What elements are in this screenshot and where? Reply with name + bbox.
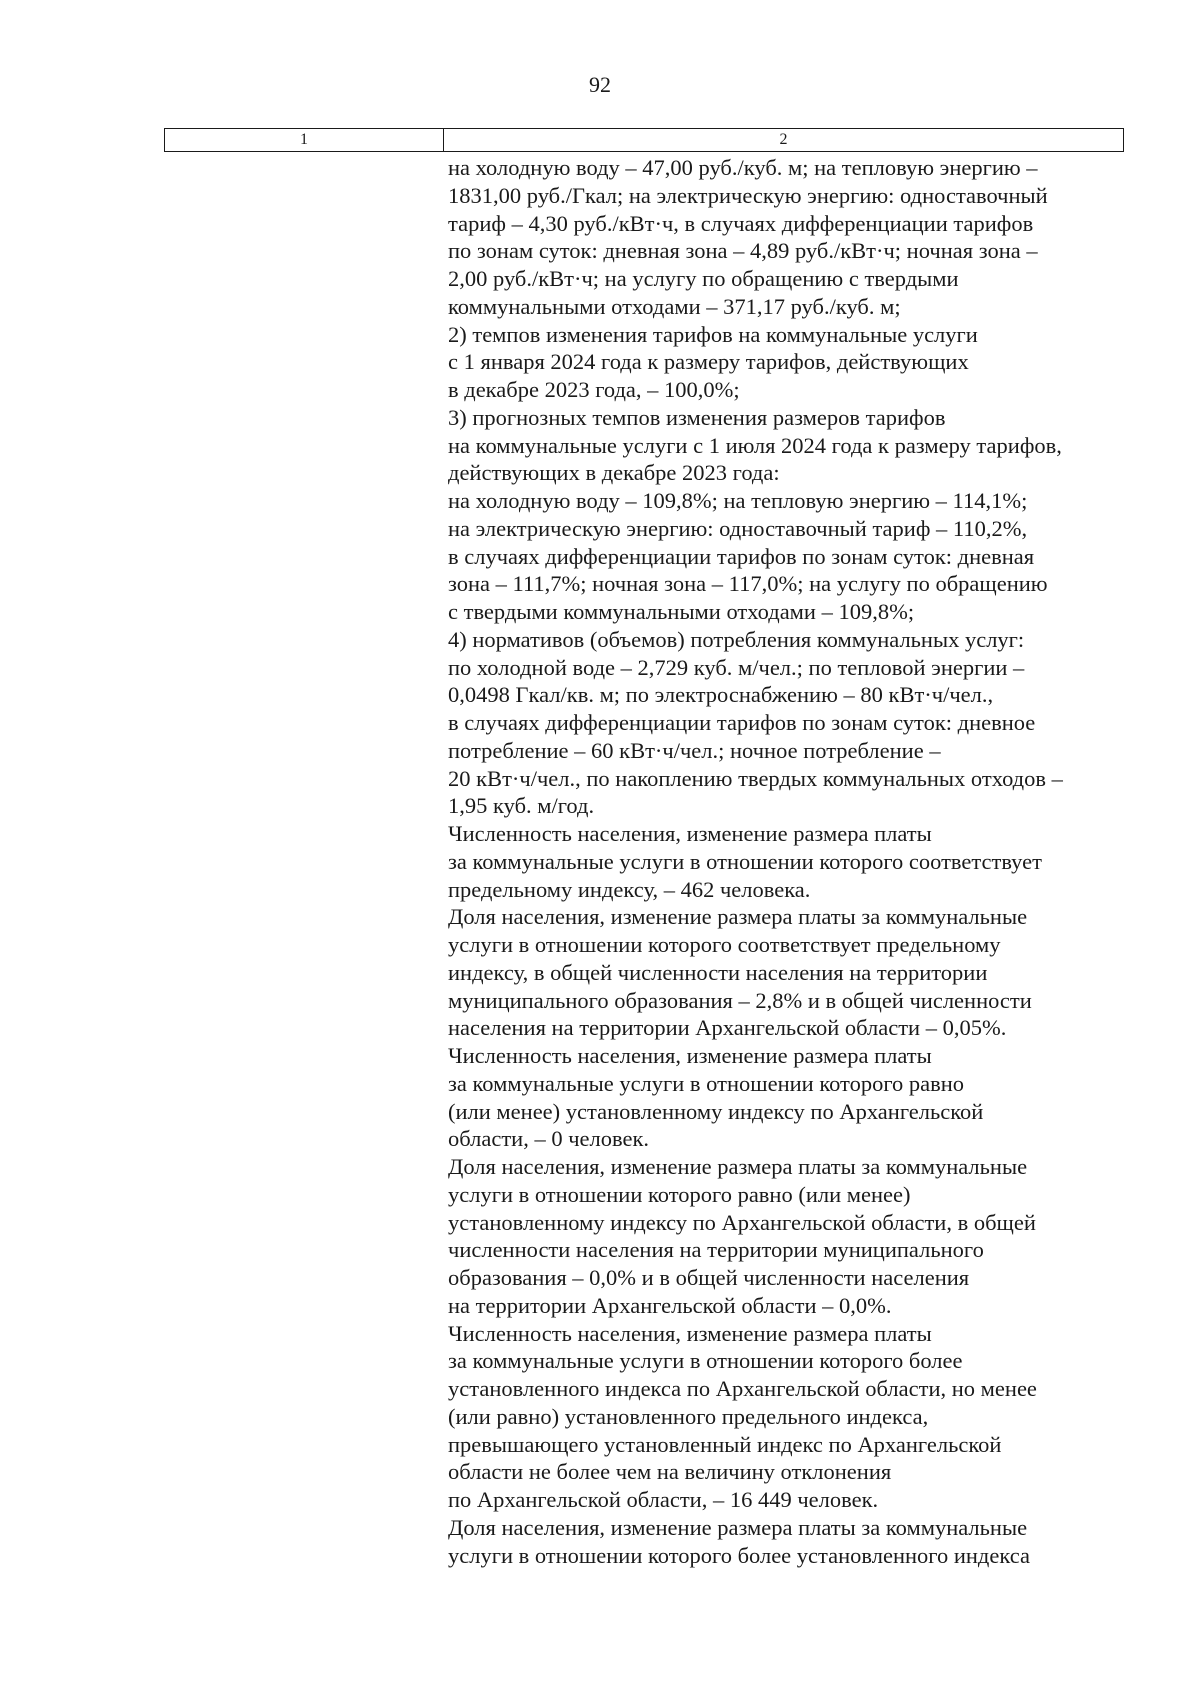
- text-line: 4) нормативов (объемов) потребления коммунальных услуг:: [448, 626, 1025, 652]
- text-line: превышающего установленный индекс по Архангельской: [448, 1431, 1002, 1457]
- text-line: (или менее) установленному индексу по Архангельской: [448, 1098, 984, 1124]
- text-line: установленному индексу по Архангельской области, в общей: [448, 1209, 1036, 1235]
- text-line: в декабре 2023 года, – 100,0%;: [448, 377, 740, 402]
- text-line: 2) темпов изменения тарифов на коммунальные услуги: [448, 321, 978, 347]
- text-line: зона – 111,7%; ночная зона – 117,0%; на услугу по обращению: [448, 571, 1048, 597]
- text-line: услуги в отношении которого равно (или менее): [448, 1181, 911, 1207]
- text-line: услуги в отношении которого более установленного индекса: [448, 1542, 1030, 1568]
- text-line: установленного индекса по Архангельской области, но менее: [448, 1376, 1037, 1401]
- text-line: 3) прогнозных темпов изменения размеров тарифов: [448, 404, 946, 430]
- text-line: 2,00 руб./кВт·ч; на услугу по обращению с твердыми: [448, 266, 959, 291]
- text-line: за коммунальные услуги в отношении которого равно: [448, 1070, 965, 1096]
- text-line: Численность населения, изменение размера платы: [448, 1320, 932, 1346]
- text-line: области не более чем на величину отклонения: [448, 1459, 892, 1485]
- text-line: предельному индексу, – 462 человека.: [448, 876, 811, 902]
- text-line: населения на территории Архангельской области – 0,05%.: [448, 1015, 1007, 1041]
- text-line: 1,95 куб. м/год.: [448, 793, 595, 819]
- text-line: Доля населения, изменение размера платы за коммунальные: [448, 904, 1028, 930]
- text-line: тариф – 4,30 руб./кВт·ч, в случаях дифференциации тарифов: [448, 210, 1034, 236]
- text-line: индексу, в общей численности населения на территории: [448, 959, 988, 985]
- text-line: 1831,00 руб./Гкал; на электрическую энергию: одноставочный: [448, 182, 1048, 208]
- text-line: на электрическую энергию: одноставочный тариф – 110,2%,: [448, 515, 1028, 541]
- text-line: на холодную воду – 109,8%; на тепловую энергию – 114,1%;: [448, 488, 1028, 513]
- text-line: Доля населения, изменение размера платы за коммунальные: [448, 1514, 1028, 1540]
- text-line: с твердыми коммунальными отходами – 109,8%;: [448, 599, 915, 624]
- text-line: с 1 января 2024 года к размеру тарифов, действующих: [448, 349, 969, 375]
- text-line: за коммунальные услуги в отношении которого соответствует: [448, 848, 1042, 874]
- text-line: области, – 0 человек.: [448, 1126, 650, 1152]
- text-line: Доля населения, изменение размера платы за коммунальные: [448, 1154, 1028, 1179]
- text-line: в случаях дифференциации тарифов по зонам суток: дневная: [448, 543, 1035, 569]
- text-line: действующих в декабре 2023 года:: [448, 460, 780, 486]
- text-line: за коммунальные услуги в отношении которого более: [448, 1348, 963, 1374]
- page-number: 92: [589, 72, 611, 97]
- text-line: (или равно) установленного предельного индекса,: [448, 1403, 929, 1429]
- text-line: Численность населения, изменение размера платы: [448, 821, 932, 846]
- text-line: потребление – 60 кВт·ч/чел.; ночное потребление –: [448, 737, 941, 763]
- text-line: в случаях дифференциации тарифов по зонам суток: дневное: [448, 710, 1036, 735]
- text-line: на коммунальные услуги с 1 июля 2024 года к размеру тарифов,: [448, 432, 1062, 458]
- text-line: Численность населения, изменение размера платы: [448, 1043, 932, 1068]
- text-line: на холодную воду – 47,00 руб./куб. м; на тепловую энергию –: [448, 155, 1038, 180]
- text-line: численности населения на территории муниципального: [448, 1237, 984, 1263]
- text-line: образования – 0,0% и в общей численности населения: [448, 1265, 970, 1290]
- text-line: 20 кВт·ч/чел., по накоплению твердых коммунальных отходов –: [448, 765, 1063, 791]
- text-line: муниципального образования – 2,8% и в общей численности: [448, 987, 1032, 1013]
- table-header-col1: 1: [165, 129, 444, 151]
- text-line: 0,0498 Гкал/кв. м; по электроснабжению – 80 кВт·ч/чел.,: [448, 682, 994, 708]
- table-header-row: [164, 128, 1124, 152]
- table-header-col2: 2: [779, 131, 788, 148]
- text-line: услуги в отношении которого соответствует предельному: [448, 932, 1001, 957]
- text-line: по зонам суток: дневная зона – 4,89 руб./кВт·ч; ночная зона –: [448, 238, 1038, 264]
- document-body-text: [448, 154, 1138, 1569]
- text-line: коммунальными отходами – 371,17 руб./куб. м;: [448, 293, 901, 319]
- text-line: по Архангельской области, – 16 449 человек.: [448, 1487, 879, 1512]
- text-line: на территории Архангельской области – 0,0%.: [448, 1292, 892, 1318]
- text-line: по холодной воде – 2,729 куб. м/чел.; по тепловой энергии –: [448, 654, 1025, 680]
